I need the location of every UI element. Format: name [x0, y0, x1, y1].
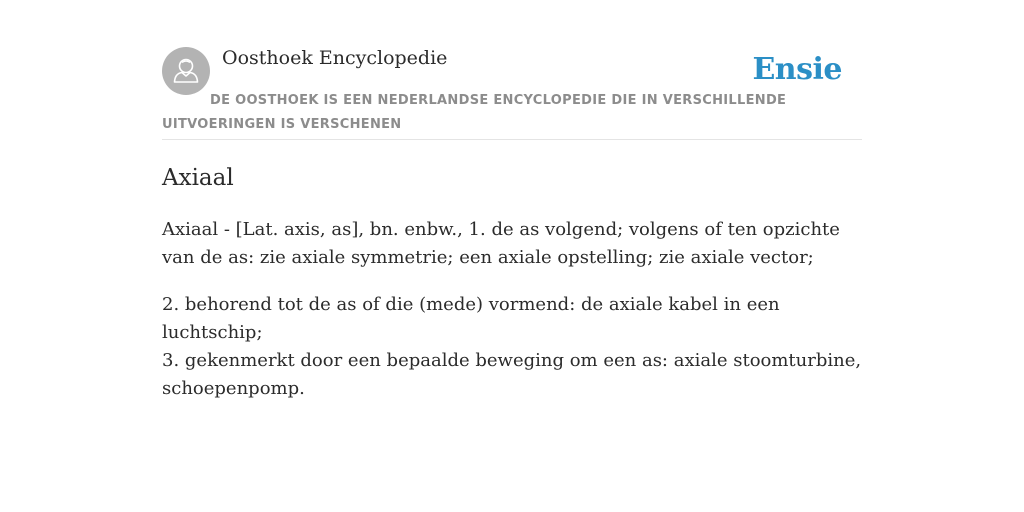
source-header: [162, 0, 862, 140]
definition-line: 3. gekenmerkt door een bepaalde beweging om een as: axiale stoomturbine, schoepenpomp.: [162, 350, 862, 399]
definition-line: 2. behorend tot de as of die (mede) vormend: de axiale kabel in een luchtschip;: [162, 294, 780, 343]
source-description: DE OOSTHOEK IS EEN NEDERLANDSE ENCYCLOPEDIE DIE IN VERSCHILLENDE UITVOERINGEN IS VERSCHENEN: [162, 93, 787, 132]
brand-logo[interactable]: Ensie: [752, 52, 842, 87]
article-body: [162, 216, 862, 422]
definition-paragraph: Axiaal - [Lat. axis, as], bn. enbw., 1. de as volgend; volgens of ten opzichte van de as: zie axiale symmetrie; een axiale opstelling; zie axiale vector;: [162, 219, 840, 268]
user-icon: [162, 47, 210, 95]
avatar[interactable]: [162, 47, 210, 95]
source-name[interactable]: Oosthoek Encyclopedie: [222, 47, 448, 69]
definition-paragraph-continued: [162, 291, 862, 403]
article-title: Axiaal: [162, 165, 234, 191]
content-container: [162, 0, 862, 399]
